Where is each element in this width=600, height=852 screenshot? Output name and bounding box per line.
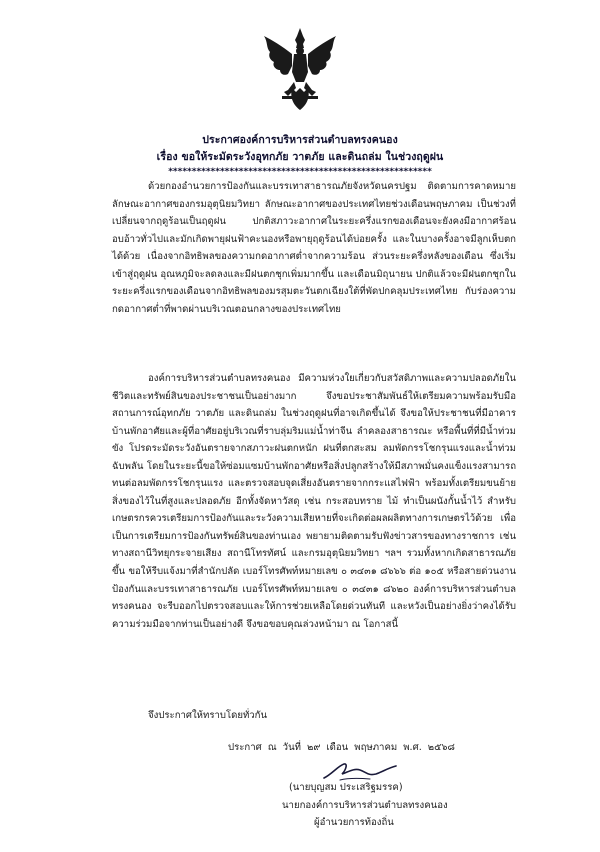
- signer-position: นายกองค์การบริหารส่วนตำบลทรงคนอง: [282, 800, 448, 811]
- announcement-date: ประกาศ ณ วันที่ ๒๙ เดือน พฤษภาคม พ.ศ. ๒๕๖๘: [228, 742, 455, 753]
- signer-name: (นายบุญสม ประเสริฐมรรค): [289, 782, 403, 793]
- announcement-title: ประกาศองค์การบริหารส่วนตำบลทรงคนอง: [202, 134, 398, 146]
- body-paragraph-2: องค์การบริหารส่วนตำบลทรงคนอง มีความห่วงใยเกี่ยวกับสวัสดิภาพและความปลอดภัยในชีวิตและทรัพย์สินของประชาชนเป็นอย่างมาก จึงขอประชาสัมพันธ์ให้เตรียมความพร้อมรับมือสถานการณ์อุทกภัย วาตภัย และดินถล่ม ในช่วงฤดูฝนที่อาจเกิดขึ้นได้ จึงขอให้ประชาชนที่มีอาคารบ้านพักอาศัยและผู้ที่อาศัยอยู่บริเวณที่ราบลุ่มริมแม่น้ำท่าจีน ลำคลองสาธารณะ หรือพื้นที่ที่มีน้ำท่วมขัง โปรดระมัดระวังอันตรายจากสภาวะฝนตกหนัก ฝนที่ตกสะสม ลมพัดกรรโชกรุนแรงและน้ำท่วมฉับพลัน โดยในระยะนี้ขอให้ซ่อมแซมบ้านพักอาศัยหรือสิ่งปลูกสร้างให้มีสภาพมั่นคงแข็งแรงสามารถทนต่อลมพัดกรรโชกรุนแรง และตรวจสอบจุดเสี่ยงอันตรายจากกระแสไฟฟ้า พร้อมทั้งเตรียมขนย้ายสิ่งของไว้ในที่สูงและปลอดภัย อีกทั้งจัดหาวัสดุ เช่น กระสอบทราย ไม้ ทำเป็นผนังกั้นน้ำไว้ สำหรับเกษตรกรควรเตรียมการป้องกันและระวังความเสียหายที่จะเกิดต่อผลผลิตทางการเกษตรไว้ด้วย เพื่อเป็นการเตรียมการป้องกันทรัพย์สินของท่านเอง พยายามติดตามรับฟังข่าวสารของทางราชการ เช่น ทางสถานีวิทยุกระจายเสียง สถานีโทรทัศน์ และกรมอุตุนิยมวิทยา ฯลฯ รวมทั้งหากเกิดสาธารณภัยขึ้น ขอให้รีบแจ้งมาที่สำนักปลัด เบอร์โทรศัพท์หมายเลข ๐ ๓๔๓๑ ๘๖๖๖ ต่อ ๑๐๕ หรือสายด่วนงานป้องกันและบรรเทาสาธารณภัย เบอร์โทรศัพท์หมายเลข ๐ ๓๔๓๑ ๘๖๒๐ องค์การบริหารส่วนตำบลทรงคนอง จะรีบออกไปตรวจสอบและให้การช่วยเหลือโดยด่วนทันที และหวังเป็นอย่างยิ่งว่าคงได้รับความร่วมมือจากท่านเป็นอย่างดี จึงขอขอบคุณล่วงหน้ามา ณ โอกาสนี้: [112, 373, 516, 630]
- signer-role: ผู้อำนวยการท้องถิ่น: [314, 817, 394, 828]
- body-paragraph-1: ด้วยกองอำนวยการป้องกันและบรรเทาสาธารณภัยจังหวัดนครปฐม ติดตามการคาดหมายลักษณะอากาศของกรมอุตุนิยมวิทยา ลักษณะอากาศของประเทศไทยช่วงเดือนพฤษภาคม เป็นช่วงที่เปลี่ยนจากฤดูร้อนเป็นฤดูฝน ปกติสภาวะอากาศในระยะครึ่งแรกของเดือนจะยังคงมีอากาศร้อนอบอ้าวทั่วไปและมักเกิดพายุฝนฟ้าคะนองหรือพายุฤดูร้อนได้บ่อยครั้ง และในบางครั้งอาจมีลูกเห็บตกได้ด้วย เนื่องจากอิทธิพลของความกดอากาศต่ำจากความร้อน ส่วนระยะครึ่งหลังของเดือน ซึ่งเริ่มเข้าสู่ฤดูฝน อุณหภูมิจะลดลงและมีฝนตกชุกเพิ่มมากขึ้น และเดือนมิถุนายน ปกติแล้วจะมีฝนตกชุกในระยะครึ่งแรกของเดือนจากอิทธิพลของมรสุมตะวันตกเฉียงใต้ที่พัดปกคลุมประเทศไทย กับร่องความกดอากาศต่ำที่พาดผ่านบริเวณตอนกลางของประเทศไทย: [112, 181, 516, 315]
- garuda-emblem-icon: [262, 26, 338, 112]
- closing-statement: จึงประกาศให้ทราบโดยทั่วกัน: [148, 710, 268, 721]
- asterisk-divider: ********************************************************: [168, 167, 432, 177]
- subject-line: เรื่อง ขอให้ระมัดระวังอุทกภัย วาตภัย และดินถล่ม ในช่วงฤดูฝน: [156, 151, 444, 163]
